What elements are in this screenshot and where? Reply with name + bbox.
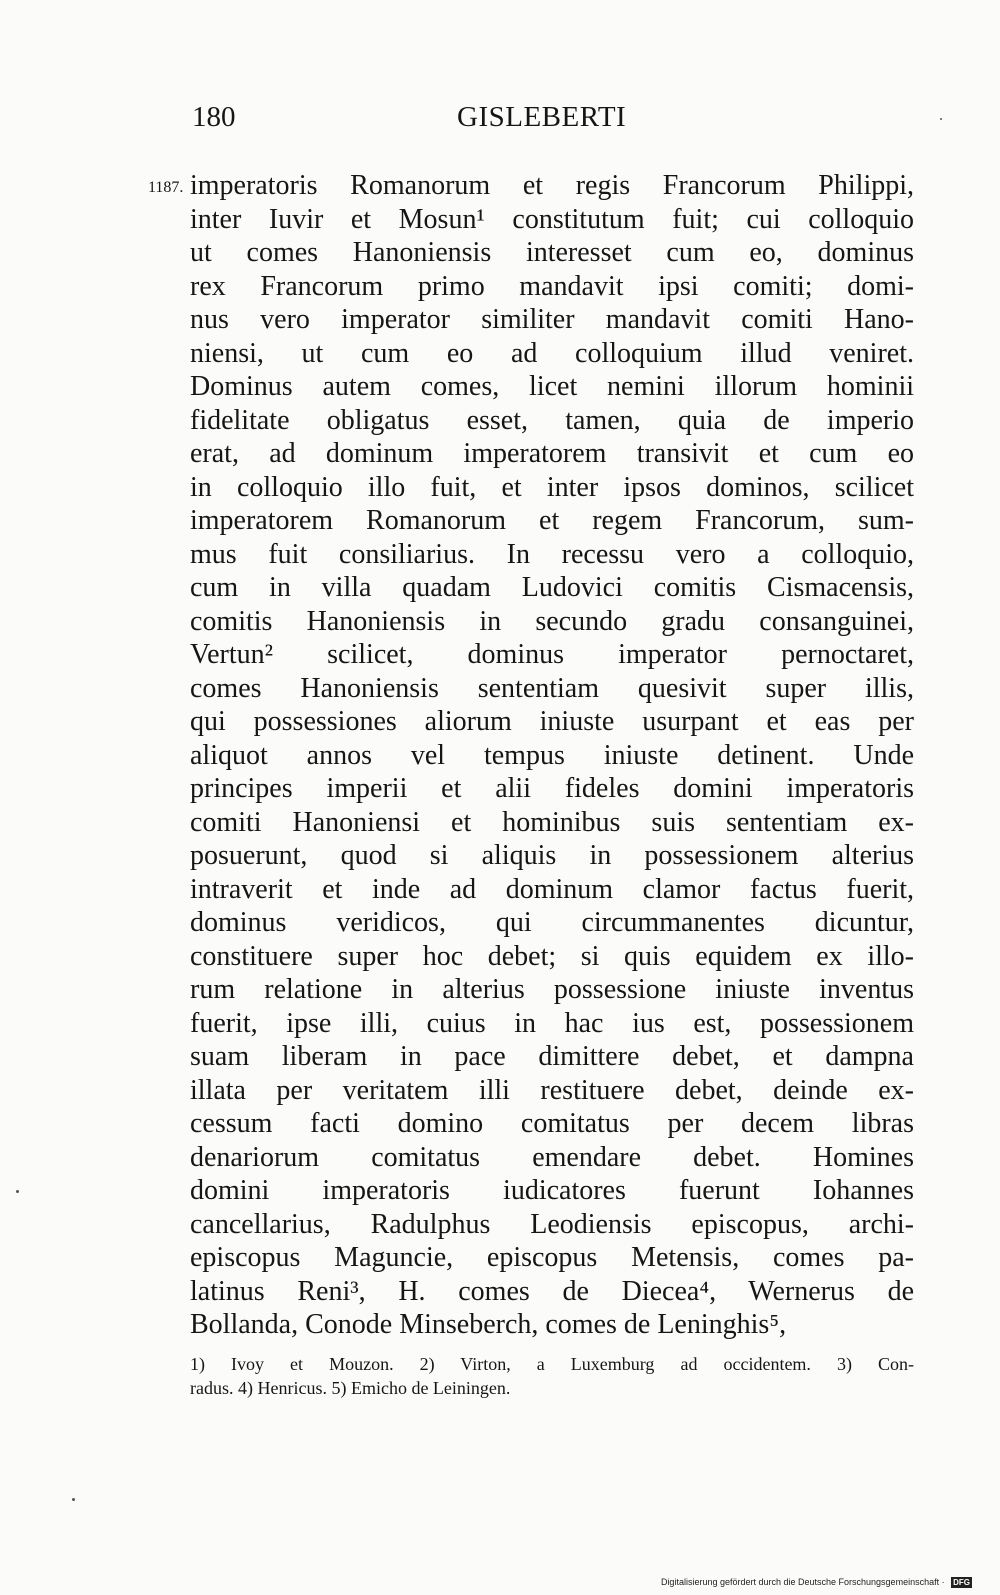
text-line: inter Iuvir et Mosun¹ constitutum fuit; cui colloquio: [190, 203, 914, 235]
text-line: imperatorem Romanorum et regem Francorum, sum-: [190, 505, 914, 536]
page-number: 180: [192, 101, 236, 133]
margin-year-note: 1187.: [148, 179, 184, 196]
text-line: Dominus autem comes, licet nemini illorum hominii: [190, 371, 914, 402]
text-line: principes imperii et alii fideles domini imperatoris: [190, 773, 914, 804]
text-line: latinus Reni³, H. comes de Diecea⁴, Wernerus de: [190, 1275, 914, 1307]
text-line: comitis Hanoniensis in secundo gradu consanguinei,: [190, 605, 914, 637]
text-line: illata per veritatem illi restituere debet, deinde ex-: [190, 1074, 914, 1106]
text-line: comiti Hanoniensi et hominibus suis sententiam ex-: [190, 806, 914, 838]
text-line: Bollanda, Conode Minseberch, comes de Leninghis⁵,: [190, 1309, 787, 1340]
text-line: mus fuit consiliarius. In recessu vero a colloquio,: [190, 538, 914, 570]
paper-speck: [16, 1190, 19, 1193]
paper-speck: [940, 118, 942, 120]
footnote-line: radus. 4) Henricus. 5) Emicho de Leiningen.: [190, 1378, 511, 1398]
footnote-line: 1) Ivoy et Mouzon. 2) Virton, a Luxemburg ad occidentem. 3) Con-: [190, 1354, 914, 1374]
footnotes: [190, 1352, 914, 1400]
page-header: [0, 101, 1000, 141]
text-line: rex Francorum primo mandavit ipsi comiti; domi-: [190, 270, 914, 302]
text-line: intraverit et inde ad dominum clamor factus fuerit,: [190, 873, 914, 905]
text-line: comes Hanoniensis sententiam quesivit super illis,: [190, 672, 914, 704]
text-line: dominus veridicos, qui circummanentes dicuntur,: [190, 907, 914, 938]
text-line: posuerunt, quod si aliquis in possessionem alterius: [190, 840, 914, 871]
text-line: Vertun² scilicet, dominus imperator pernoctaret,: [190, 639, 914, 670]
text-line: constituere super hoc debet; si quis equidem ex illo-: [190, 940, 914, 972]
text-line: fuerit, ipse illi, cuius in hac ius est, possessionem: [190, 1007, 914, 1039]
text-line: cum in villa quadam Ludovici comitis Cismacensis,: [190, 572, 914, 603]
text-line: niensi, ut cum eo ad colloquium illud veniret.: [190, 337, 914, 369]
text-line: fidelitate obligatus esset, tamen, quia de imperio: [190, 404, 914, 436]
paper-speck: [72, 1498, 75, 1501]
text-line: aliquot annos vel tempus iniuste detinent. Unde: [190, 739, 914, 771]
text-line: imperatoris Romanorum et regis Francorum Philippi,: [190, 170, 914, 201]
text-line: ut comes Hanoniensis interesset cum eo, dominus: [190, 237, 914, 268]
text-line: nus vero imperator similiter mandavit comiti Hano-: [190, 304, 914, 335]
credit-text: Digitalisierung gefördert durch die Deutsche Forschungsgemeinschaft ·: [660, 1577, 945, 1587]
text-line: denariorum comitatus emendare debet. Homines: [190, 1141, 914, 1173]
text-line: cancellarius, Radulphus Leodiensis episcopus, archi-: [190, 1208, 914, 1240]
running-title: GISLEBERTI: [457, 101, 627, 133]
body-text: [190, 169, 914, 1342]
text-line: episcopus Maguncie, episcopus Metensis, comes pa-: [190, 1242, 914, 1273]
text-line: erat, ad dominum imperatorem transivit et cum eo: [190, 438, 914, 469]
text-line: suam liberam in pace dimittere debet, et dampna: [190, 1041, 914, 1072]
dfg-logo: DFG: [953, 1578, 970, 1587]
text-line: in colloquio illo fuit, et inter ipsos dominos, scilicet: [190, 471, 914, 503]
text-line: qui possessiones aliorum iniuste usurpant et eas per: [190, 706, 914, 737]
text-line: rum relatione in alterius possessione iniuste inventus: [190, 974, 914, 1005]
text-line: domini imperatoris iudicatores fuerunt Iohannes: [190, 1175, 914, 1206]
text-line: cessum facti domino comitatus per decem libras: [190, 1108, 914, 1139]
digitization-credit: [661, 1577, 972, 1588]
